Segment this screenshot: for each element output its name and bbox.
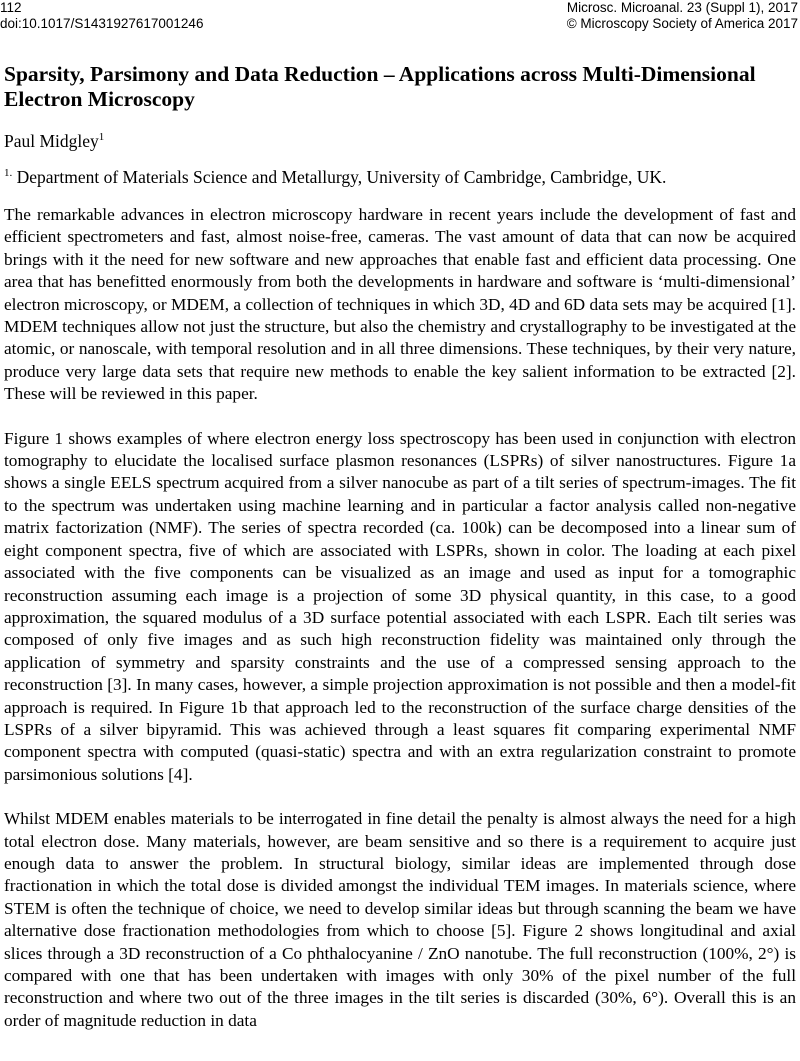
author-name: Paul Midgley	[4, 131, 99, 151]
paper-title: Sparsity, Parsimony and Data Reduction – Applications across Multi-Dimensional Electron Microscopy	[4, 62, 756, 111]
abstract-document	[4, 62, 796, 1032]
journal-citation: Microsc. Microanal. 23 (Suppl 1), 2017	[566, 0, 798, 15]
running-header-left	[0, 0, 203, 32]
body-paragraph-1: The remarkable advances in electron microscopy hardware in recent years include the development of fast and efficient spectrometers and fast, almost noise-free, cameras. The vast amount of data that can now be acquired brings with it the need for new software and new approaches that enable fast and efficient data processing. One area that has benefitted enormously from both the developments in hardware and software is ‘multi-dimensional’ electron microscopy, or MDEM, a collection of techniques in which 3D, 4D and 6D data sets may be acquired [1]. MDEM techniques allow not just the structure, but also the chemistry and crystallography to be investigated at the atomic, or nanoscale, with temporal resolution and in all three dimensions. These techniques, by their very nature, produce very large data sets that require new methods to enable the key salient information to be extracted [2]. These will be reviewed in this paper.	[4, 205, 796, 404]
author-affiliation-mark: 1	[98, 131, 105, 144]
author-line	[4, 130, 796, 152]
doi: doi:10.1017/S1431927617001246	[0, 16, 204, 31]
copyright: © Microscopy Society of America 2017	[566, 16, 798, 31]
running-header-right	[567, 0, 798, 32]
affiliation-line	[4, 166, 796, 188]
body-paragraph-3: Whilst MDEM enables materials to be interrogated in fine detail the penalty is almost always the need for a high total electron dose. Many materials, however, are beam sensitive and so there is a requirement to acquire just enough data to answer the problem. In structural biology, similar ideas are implemented through dose fractionation in which the total dose is divided amongst the individual TEM images. In materials science, where STEM is often the technique of choice, we need to develop similar ideas but through scanning the beam we have alternative dose fractionation methodologies from which to choose [5]. Figure 2 shows longitudinal and axial slices through a 3D reconstruction of a Co phthalocyanine / ZnO nanotube. The full reconstruction (100%, 2°) is compared with one that has been undertaken with images with only 30% of the pixel number of the full reconstruction and where two out of the three images in the tilt series is discarded (30%, 6°). Overall this is an order of magnitude reduction in data	[4, 809, 796, 1030]
body-paragraph-2: Figure 1 shows examples of where electron energy loss spectroscopy has been used in conjunction with electron tomography to elucidate the localised surface plasmon resonances (LSPRs) of silver nanostructures. Figure 1a shows a single EELS spectrum acquired from a silver nanocube as part of a tilt series of spectrum-images. The fit to the spectrum was undertaken using machine learning and in particular a factor analysis called non-negative matrix factorization (NMF). The series of spectra recorded (ca. 100k) can be decomposed into a linear sum of eight component spectra, five of which are associated with LSPRs, shown in color. The loading at each pixel associated with the five components can be visualized as an image and used as input for a tomographic reconstruction assuming each image is a projection of some 3D physical quantity, in this case, to a good approximation, the squared modulus of a 3D surface potential associated with each LSPR. Each tilt series was composed of only five images and as such high reconstruction fidelity was maintained only through the application of symmetry and sparsity constraints and the use of a compressed sensing approach to the reconstruction [3]. In many cases, however, a simple projection approximation is not possible and then a model-fit approach is required. In Figure 1b that approach led to the reconstruction of the surface charge densities of the LSPRs of a silver bipyramid. This was achieved through a least squares fit comparing experimental NMF component spectra with computed (quasi-static) spectra and with an extra regularization constraint to promote parsimonious solutions [4].	[4, 428, 796, 784]
page-number: 112	[0, 0, 22, 15]
affiliation-marker: 1.	[4, 167, 13, 180]
affiliation-text: Department of Materials Science and Metallurgy, University of Cambridge, Cambridge, UK.	[12, 167, 667, 187]
